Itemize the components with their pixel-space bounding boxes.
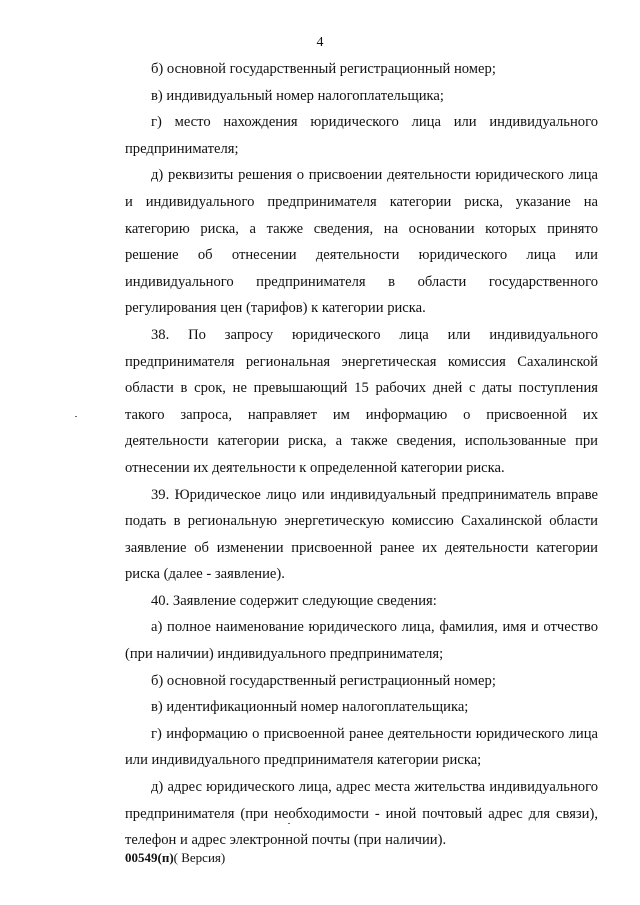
paragraph-40-item-b: б) основной государственный регистрационный номер; <box>151 672 496 689</box>
paragraph-40-item-v: в) идентификационный номер налогоплательщика; <box>151 699 469 716</box>
paragraph-39: 39. Юридическое лицо или индивидуальный предприниматель вправе подать в региональную энергетическую комиссию Сахалинской области заявление об изменении присвоенной ранее их деятельности категории риска (далее - заявление). <box>125 486 598 583</box>
paragraph-40: 40. Заявление содержит следующие сведения: <box>151 592 437 609</box>
paragraph-item-v: в) индивидуальный номер налогоплательщика; <box>151 87 444 104</box>
scan-speck <box>288 823 290 824</box>
scan-speck <box>75 416 77 417</box>
paragraph-40-item-d: д) адрес юридического лица, адрес места жительства индивидуального предпринимателя (при необходимости - иной почтовый адрес для связи), телефон и адрес электронной почты (при наличии). <box>125 779 598 849</box>
paragraph-40-item-g: г) информацию о присвоенной ранее деятельности юридического лица или индивидуального предпринимателя категории риска; <box>125 725 598 769</box>
document-footer <box>125 850 225 866</box>
document-body <box>125 56 598 854</box>
paragraph-item-g: г) место нахождения юридического лица или индивидуального предпринимателя; <box>125 114 598 157</box>
page-number: 4 <box>316 35 324 50</box>
paragraph-item-b: б) основной государственный регистрационный номер; <box>151 61 496 77</box>
paragraph-item-d: д) реквизиты решения о присвоении деятельности юридического лица и индивидуального предпринимателя категории риска, указание на категорию риска, а также сведения, на основании которых принято решение об отнесении деятельности юридического лица или индивидуального предпринимателя в области государственного регулирования цен (тарифов) к категории риска. <box>125 167 598 317</box>
paragraph-38: 38. По запросу юридического лица или индивидуального предпринимателя региональная энергетическая комиссия Сахалинской области в срок, не превышающий 15 рабочих дней с даты поступления такого запроса, направляет им информацию о присвоенной их деятельности категории риска, а также сведения, использованные при отнесении их деятельности к определенной категории риска. <box>125 326 598 476</box>
paragraph-40-item-a: а) полное наименование юридического лица, фамилия, имя и отчество (при наличии) индивидуального предпринимателя; <box>125 619 598 663</box>
document-code: 00549(п) <box>125 850 174 865</box>
document-version: ( Версия) <box>173 850 226 865</box>
